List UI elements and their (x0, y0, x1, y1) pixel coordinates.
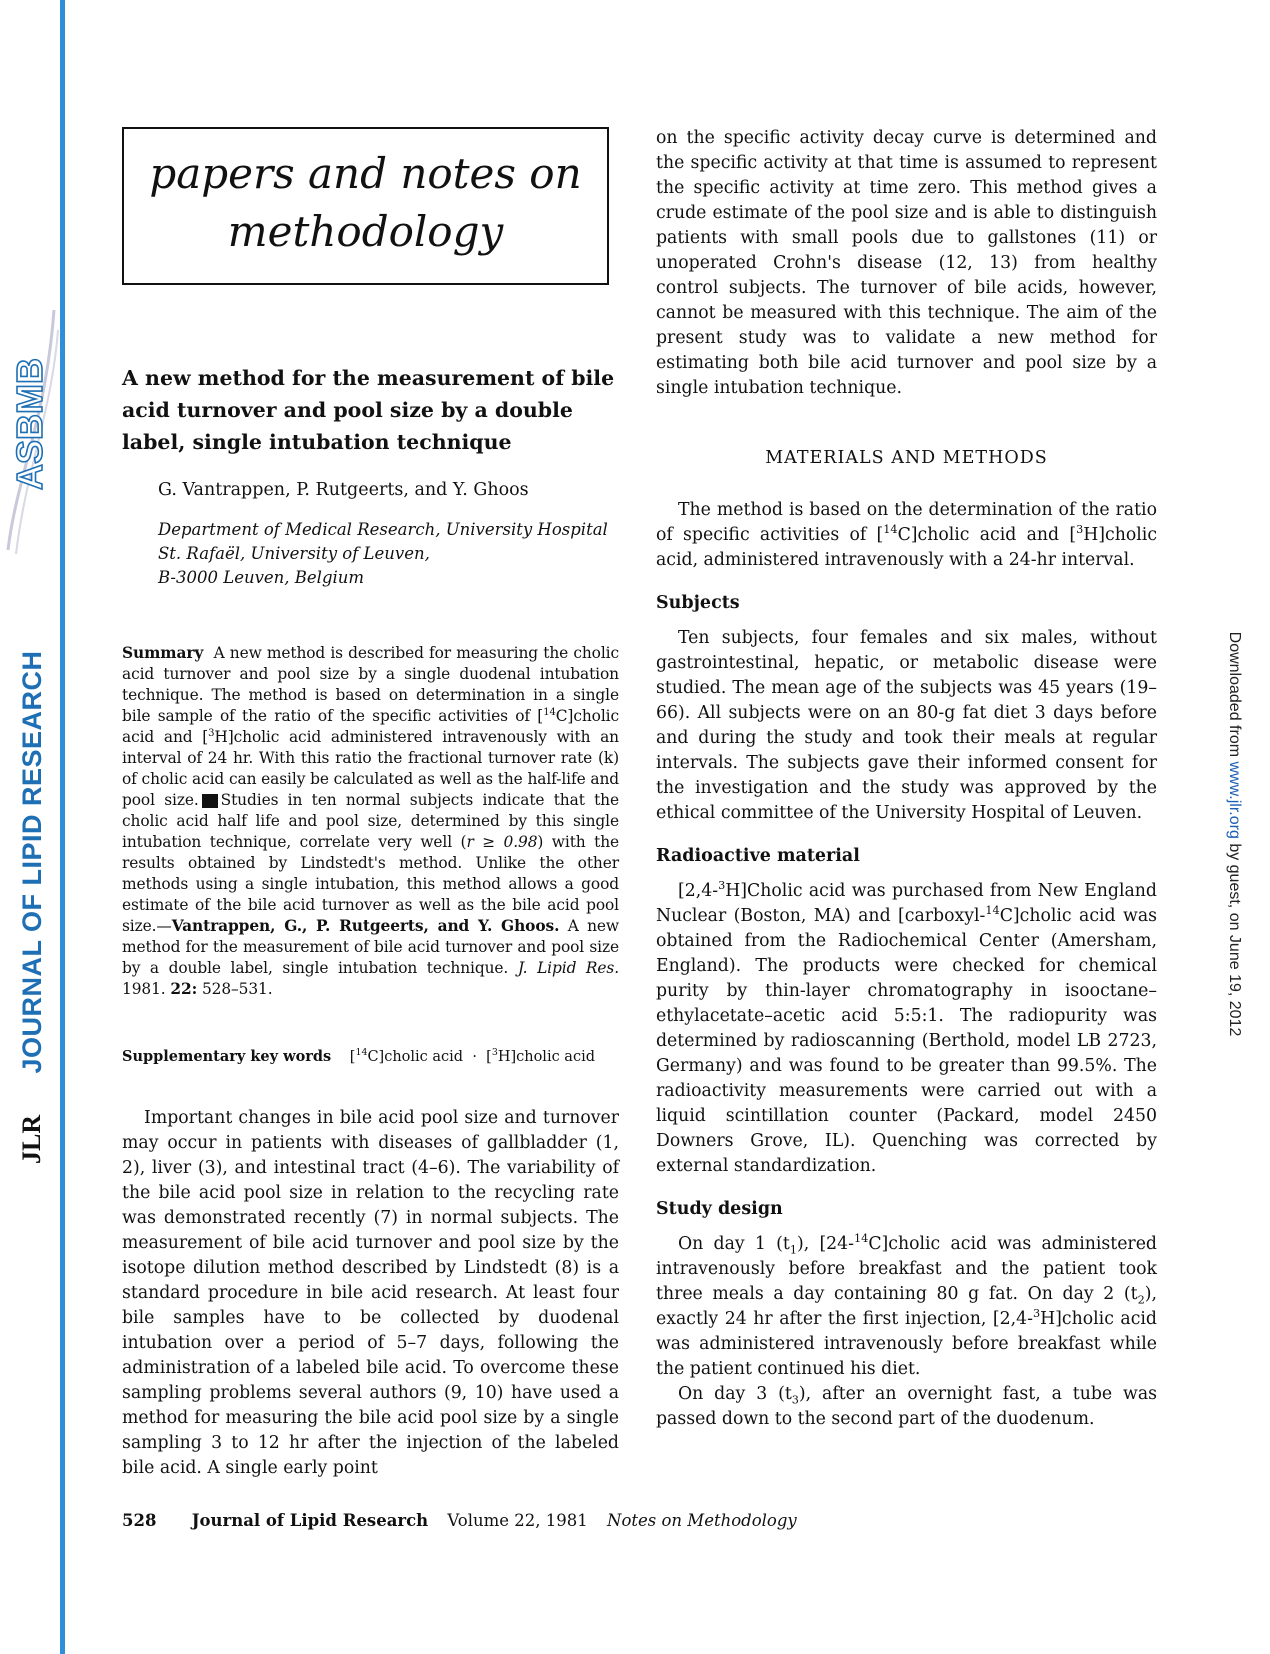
summary-text: H]cholic acid administered intravenously with an interval of 24 hr. With this ratio the fractional turnover rate (k) of cholic acid can easily be calculated as well as the half-life and pool size. (122, 728, 620, 809)
summary-text: A new method is described for measuring the cholic acid turnover and pool size by a single duodenal intubation technique. The method is based on determination in a single bile sample of the ratio of the specific activities of [ (122, 644, 619, 725)
page-footer (122, 1510, 822, 1532)
article-title: A new method for the measurement of bile acid turnover and pool size by a double label, single intubation technique (122, 366, 615, 454)
section-header-line2: methodology (227, 207, 504, 256)
section-header-box (122, 127, 609, 285)
jlr-logo: JLR (17, 1114, 46, 1164)
footer-section: Notes on Methodology (607, 1511, 797, 1530)
intro-paragraph: Important changes in bile acid pool size and turnover may occur in patients with diseases of gallbladder (1, 2), liver (3), and intestinal tract (4–6). The variability of the bile acid pool size in relation to the recycling rate was demonstrated recently (7) in normal subjects. The measurement of bile acid turnover and pool size by the isotope dilution method described by Lindstedt (8) is a standard procedure in bile acid research. At least four bile samples have to be collected by duodenal intubation over a period of 5–7 days, following the administration of a labeled bile acid. To overcome these sampling problems several authors (9, 10) have used a method for measuring the bile acid pool size by a single sampling 3 to 12 hr after the injection of the labeled bile acid. A single early point (122, 1108, 619, 1478)
isotope-superscript: 3 (491, 1047, 498, 1059)
right-column (656, 126, 1157, 1432)
download-notice (1220, 574, 1248, 1094)
subjects-heading: Subjects (656, 593, 740, 613)
affiliation-line: B-3000 Leuven, Belgium (158, 568, 365, 587)
download-suffix: by guest, on June 19, 2012 (1226, 843, 1243, 1037)
citation-pages: 528–531. (201, 980, 273, 998)
study-paragraph-1: On day 1 $(t_1)$, [24-$^{14}$C]cholic acid was administered intravenously before breakfast and the patient took three meals a day containing 80 g fat. On day 2 $(t_2)$, exactly 24 hr after the first injection, [2,4-$^3$H]cholic acid was administered intravenously before breakfast while the patient continued his diet. (656, 1232, 1157, 1379)
asbmb-logo (2, 300, 60, 560)
affiliation-line: Department of Medical Research, University Hospital (158, 520, 608, 539)
citation-title: A new method for the measurement of bile acid turnover and pool size by a double label, single intubation technique. (122, 917, 619, 977)
article-affiliation (158, 518, 628, 590)
summary (122, 643, 619, 1000)
download-link[interactable]: www.jlr.org (1226, 761, 1243, 839)
sidebar-rule (60, 0, 65, 1654)
keyword-separator: · (472, 1049, 477, 1065)
download-prefix: Downloaded from (1226, 631, 1243, 758)
keyword-text: C]cholic acid (367, 1049, 464, 1065)
isotope-superscript: 14 (355, 1047, 368, 1059)
method-paragraph: The method is based on the determination of the ratio of specific activities of [$^{14}$C]cholic acid and [$^3$H]cholic acid, administered intravenously with a 24-hr interval. (656, 500, 1157, 570)
study-paragraph-2: On day 3 $(t_3)$, after an overnight fast, a tube was passed down to the second part of the duodenum. (656, 1384, 1157, 1429)
materials-methods-heading: MATERIALS AND METHODS (765, 448, 1048, 468)
keyword-text: H]cholic acid (497, 1049, 595, 1065)
citation-year: 1981. (122, 980, 166, 998)
introduction (122, 1106, 619, 1481)
citation-volume: 22: (170, 980, 198, 998)
summary-text: C]cholic acid and [ (122, 707, 619, 746)
section-header-line1: papers and notes on (149, 149, 582, 198)
intro-continuation: on the specific activity decay curve is determined and the specific activity at that time is assumed to represent the specific activity at time zero. This method gives a crude estimate of the pool size and is able to distinguish patients with small pools due to gallstones (11) or unoperated Crohn's disease (12, 13) from healthy control subjects. The turnover of bile acids, however, cannot be measured with this technique. The aim of the present study was to validate a new method for estimating both bile acid turnover and pool size by a single intubation technique. (656, 128, 1157, 398)
isotope-superscript: 3 (208, 727, 215, 739)
summary-lead: Summary (122, 644, 204, 662)
journal-name-vertical: JOURNAL OF LIPID RESEARCH (17, 650, 47, 1074)
keywords-lead: Supplementary key words (122, 1048, 332, 1065)
summary-text: ) with the results obtained by Lindstedt's method. Unlike the other methods using a single intubation, this method allows a good estimate of the bile acid turnover as well as the bile acid pool size.— (122, 833, 620, 935)
keyword-text: [ (486, 1049, 492, 1065)
isotope-superscript: 14 (543, 706, 556, 718)
correlation-value: r ≥ 0.98 (466, 833, 538, 851)
citation-authors: Vantrappen, G., P. Rutgeerts, and Y. Ghoos. (171, 917, 560, 935)
summary-text: Studies in ten normal subjects indicate that the cholic acid half life and pool size, determined by this single intubation technique, correlate very well ( (122, 791, 619, 851)
page-number: 528 (122, 1511, 157, 1530)
footer-journal: Journal of Lipid Research (191, 1511, 429, 1530)
subjects-paragraph: Ten subjects, four females and six males, without gastrointestinal, hepatic, or metabolic disease were studied. The mean age of the subjects was 45 years (19–66). All subjects were on an 80-g fat diet 3 days before and during the study and took their meals at regular intervals. The subjects gave their informed consent for the investigation and the study was approved by the ethical committee of the University Hospital of Leuven. (656, 628, 1157, 823)
article-authors: G. Vantrappen, P. Rutgeerts, and Y. Ghoos (158, 480, 529, 500)
keyword-text: [ (349, 1049, 356, 1065)
study-design-heading: Study design (656, 1199, 783, 1219)
footer-volume: Volume 22, 1981 (447, 1511, 588, 1530)
radioactive-material-heading: Radioactive material (656, 846, 860, 866)
citation-journal: J. Lipid Res. (517, 959, 620, 977)
radioactive-paragraph: [2,4-$^3$H]Cholic acid was purchased from New England Nuclear (Boston, MA) and [carboxyl-$^{14}$C]cholic acid was obtained from the Radiochemical Center (Amersham, England). The products were checked for chemical purity by thin-layer chromatography in isooctane–ethylacetate–acetic acid 5:5:1. The radiopurity was determined by radioscanning (Berthold, model LB 2723, Germany) and was found to be greater than 99.5%. The radioactivity measurements were carried out with a liquid scintillation counter (Packard, model 2450 Downers Grove, IL). Quenching was corrected by external standardization. (656, 879, 1157, 1176)
affiliation-line: St. Rafaël, University of Leuven, (158, 544, 430, 563)
supplementary-keywords (122, 1046, 642, 1068)
asbmb-logo-text: ASBMB (9, 358, 50, 490)
supplementary-badge-icon (202, 794, 218, 808)
